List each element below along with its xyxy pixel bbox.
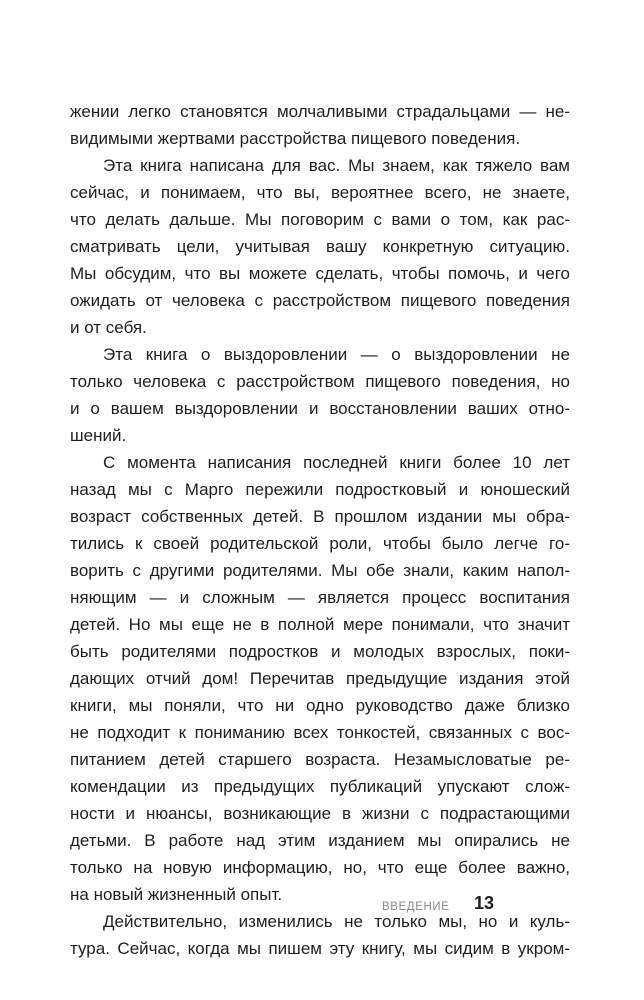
- text-line: няющим — и сложным — является процесс воспитания: [70, 588, 570, 607]
- text-line: С момента написания последней книги более 10 лет: [103, 453, 570, 472]
- text-line: на новый жизненный опыт.: [70, 885, 283, 904]
- page-footer: [0, 893, 644, 923]
- text-line: назад мы с Марго пережили подростковый и юношеский: [70, 480, 570, 499]
- text-line: комендации из предыдущих публикаций упускают слож-: [70, 777, 570, 796]
- text-line: ожидать от человека с расстройством пищевого поведения: [70, 291, 570, 310]
- text-line: только человека с расстройством пищевого поведения, но: [70, 372, 570, 391]
- text-line: тура. Сейчас, когда мы пишем эту книгу, мы сидим в укром-: [70, 939, 570, 958]
- text-line: дающих отчий дом! Перечитав предыдущие издания этой: [70, 669, 570, 688]
- text-line: сейчас, и понимаем, что вы, вероятнее всего, не знаете,: [70, 183, 570, 202]
- text-line: видимыми жертвами расстройства пищевого поведения.: [70, 129, 521, 148]
- body-text: [70, 98, 570, 962]
- text-line: сматривать цели, учитывая вашу конкретную ситуацию.: [70, 237, 570, 256]
- text-line: быть родителями подростков и молодых взрослых, поки-: [70, 642, 570, 661]
- text-line: жении легко становятся молчаливыми страдальцами — не-: [70, 102, 570, 121]
- text-line: Мы обсудим, что вы можете сделать, чтобы помочь, и чего: [70, 264, 570, 283]
- running-head: ВВЕДЕНИЕ: [382, 901, 450, 913]
- text-line: Действительно, изменились не только мы, но и куль-: [103, 912, 570, 931]
- page-number: 13: [474, 893, 495, 913]
- text-line: возраст собственных детей. В прошлом издании мы обра-: [70, 507, 570, 526]
- text-line: только на новую информацию, но, что еще более важно,: [70, 858, 570, 877]
- text-line: Эта книга написана для вас. Мы знаем, как тяжело вам: [103, 156, 570, 175]
- text-line: что делать дальше. Мы поговорим с вами о том, как рас-: [70, 210, 570, 229]
- text-line: питанием детей старшего возраста. Незамысловатые ре-: [70, 750, 570, 769]
- text-line: и о вашем выздоровлении и восстановлении ваших отно-: [70, 399, 570, 418]
- text-line: ности и нюансы, возникающие в жизни с подрастающими: [70, 804, 570, 823]
- text-line: ворить с другими родителями. Мы обе знали, каким напол-: [70, 561, 570, 580]
- text-line: шений.: [70, 426, 127, 445]
- text-line: и от себя.: [70, 318, 147, 337]
- text-line: детей. Но мы еще не в полной мере понимали, что значит: [70, 615, 570, 634]
- text-line: не подходит к пониманию всех тонкостей, связанных с вос-: [70, 723, 570, 742]
- text-line: тились к своей родительской роли, чтобы было легче го-: [70, 534, 570, 553]
- text-line: книги, мы поняли, что ни одно руководство даже близко: [70, 696, 570, 715]
- text-line: детьми. В работе над этим изданием мы опирались не: [70, 831, 570, 850]
- text-line: Эта книга о выздоровлении — о выздоровлении не: [103, 345, 570, 364]
